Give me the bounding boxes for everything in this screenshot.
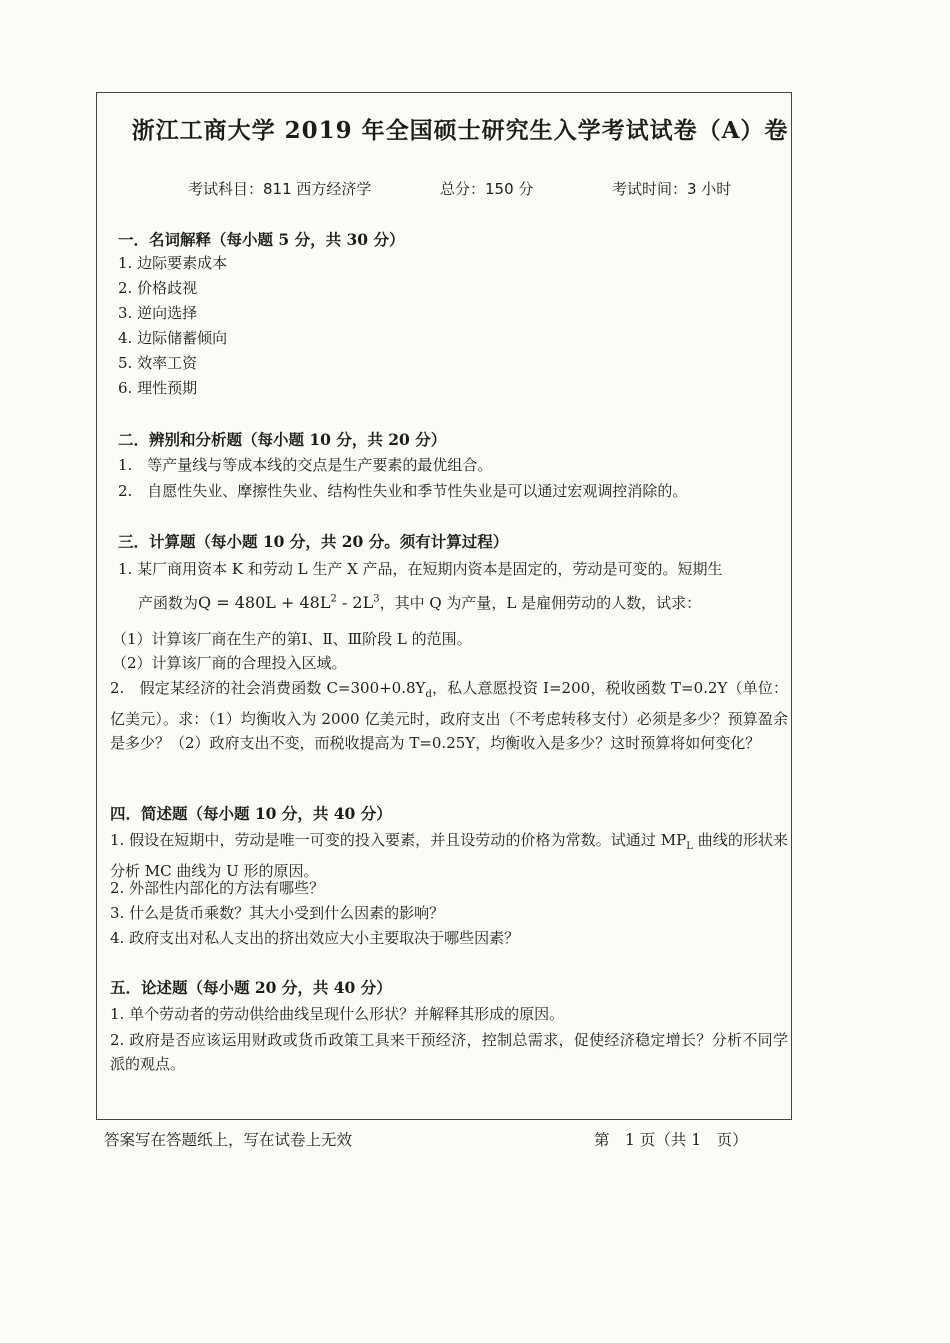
s2-item: 1. 等产量线与等成本线的交点是生产要素的最优组合。 [118,456,493,474]
exam-duration: 考试时间：3 小时 [612,180,732,198]
section-4-heading: 四．简述题（每小题 10 分，共 40 分） [110,804,392,823]
section-2-heading: 二．辨别和分析题（每小题 10 分，共 20 分） [118,430,447,449]
s1-item: 6. 理性预期 [118,379,198,397]
s2-item: 2. 自愿性失业、摩擦性失业、结构性失业和季节性失业是可以通过宏观调控消除的。 [118,482,688,500]
section-3-heading: 三．计算题（每小题 10 分，共 20 分。须有计算过程） [118,532,509,551]
footer-note: 答案写在答题纸上，写在试卷上无效 [104,1131,353,1149]
s4-q2: 2. 外部性内部化的方法有哪些？ [110,879,325,897]
s3-q1-text: 1. 某厂商用资本 K 和劳动 L 生产 X 产品，在短期内资本是固定的，劳动是可变的。短期生 [118,560,723,578]
s1-item: 1. 边际要素成本 [118,254,228,272]
section-5-heading: 五．论述题（每小题 20 分，共 40 分） [110,978,392,997]
exam-subject: 考试科目：811 西方经济学 [188,180,372,198]
s3-q1-formula-line [138,592,701,613]
s1-item: 2. 价格歧视 [118,279,198,297]
s3-q1-part-1: （1）计算该厂商在生产的第Ⅰ、Ⅱ、Ⅲ阶段 L 的范围。 [112,630,472,648]
exam-title: 浙江工商大学 2019 年全国硕士研究生入学考试试卷（A）卷 [131,117,789,144]
s3-q1-pre: 产函数为 [138,594,199,612]
s5-q2: 2. 政府是否应该运用财政或货币政策工具来干预经济，控制总需求，促使经济稳定增长？分析不同学派的观点。 [110,1031,788,1073]
s1-item: 4. 边际储蓄倾向 [118,329,228,347]
s3-q2-text: 2. 假定某经济的社会消费函数 $C=300+0.8Y_d$，私人意愿投资 I=200，税收函数 T=0.2Y（单位：亿美元）。求：（1）均衡收入为 2000 亿美元时，政府支出（不考虑转移支付）必须是多少？预算盈余是多少？（2）政府支出不变，而税收提高为 T=0.25Y，均衡收入是多少？这时预算将如何变化？ [110,679,788,752]
exam-total-score: 总分：150 分 [440,180,534,198]
s1-item: 5. 效率工资 [118,354,198,372]
s3-q1-part-2: （2）计算该厂商的合理投入区域。 [112,654,347,672]
page-number: 第 1 页（共 1 页） [594,1131,748,1149]
section-1-heading: 一．名词解释（每小题 5 分，共 30 分） [118,230,405,249]
s5-q1: 1. 单个劳动者的劳动供给曲线呈现什么形状？并解释其形成的原因。 [110,1005,565,1023]
s3-q1-post: ，其中 Q 为产量，L 是雇佣劳动的人数，试求： [379,594,702,612]
s1-item: 3. 逆向选择 [118,304,198,322]
production-function: $Q = 480L + 48L^2 - 2L^3$ [198,593,380,612]
s4-q1-text: 1. 假设在短期中，劳动是唯一可变的投入要素，并且设劳动的价格为常数。试通过 $MP_L$ 曲线的形状来分析 MC 曲线为 U 形的原因。 [110,831,788,880]
s4-q4: 4. 政府支出对私人支出的挤出效应大小主要取决于哪些因素？ [110,929,520,947]
s4-q3: 3. 什么是货币乘数？其大小受到什么因素的影响？ [110,904,445,922]
